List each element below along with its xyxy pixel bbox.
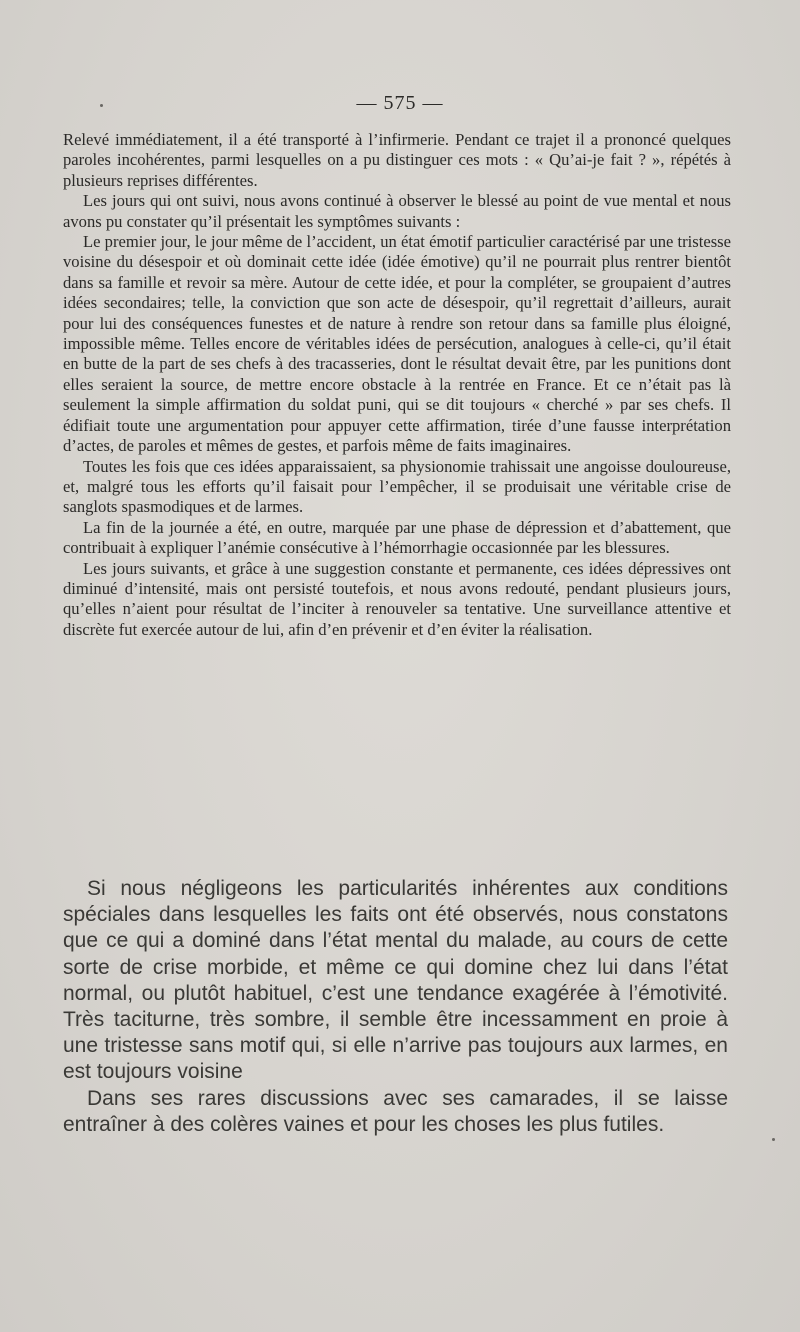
body-text-large xyxy=(63,876,728,1138)
paragraph: Dans ses rares discussions avec ses camarades, il se laisse entraîner à des colères vaines et pour les choses les plus futiles. xyxy=(63,1086,728,1136)
paragraph: Les jours qui ont suivi, nous avons continué à observer le blessé au point de vue mental et nous avons pu constater qu’il présentait les symptômes suivants : xyxy=(63,191,731,231)
paragraph: Toutes les fois que ces idées apparaissaient, sa physionomie trahissait une angoisse douloureuse, et, malgré tous les efforts qu’il faisait pour l’empêcher, il se produisait une véritable crise de sanglots spasmodiques et de larmes. xyxy=(63,456,731,517)
page-number: — 575 — xyxy=(356,92,444,114)
paragraph: Si nous négligeons les particularités inhérentes aux conditions spéciales dans lesquelles les faits ont été observés, nous constatons que ce qui a dominé dans l’état mental du malade, au cours de cette sorte de crise morbide, et même ce qui domine chez lui dans l’état normal, ou plutôt habituel, c’est une tendance exagérée à l’émotivité. Très taciturne, très sombre, il semble être incessamment en proie à une tristesse sans motif qui, si elle n’arrive pas toujours aux larmes, en est toujours voisine xyxy=(63,877,728,1084)
paragraph: Relevé immédiatement, il a été transporté à l’infirmerie. Pendant ce trajet il a prononcé quelques paroles incohérentes, parmi lesquelles on a pu distinguer ces mots : « Qu’ai-je fait ? », répétés à plusieurs reprises différentes. xyxy=(63,130,731,190)
paper-speck xyxy=(772,1138,775,1141)
paper-speck xyxy=(100,104,103,107)
body-text-small xyxy=(63,130,731,640)
paragraph: Le premier jour, le jour même de l’accident, un état émotif particulier caractérisé par une tristesse voisine du désespoir et où dominait cette idée (idée émotive) qu’il ne pourrait plus rentrer bientôt dans sa famille et revoir sa mère. Autour de cette idée, et pour la compléter, se groupaient d’autres idées secondaires; telle, la conviction que son acte de désespoir, qu’il regrettait d’ailleurs, aurait pour lui des conséquences funestes et de nature à rendre son retour dans sa famille plus éloigné, impossible même. Telles encore de véritables idées de persécution, analogues à celle-ci, qu’il était en butte de la part de ses chefs à des tracasseries, dont le résultat devait être, par les punitions dont elles seraient la source, de mettre encore obstacle à la rentrée en France. Et ce n’était pas là seulement la simple affirmation du soldat puni, qui se dit toujours « cherché » par ses chefs. Il édifiait toute une argumentation pour appuyer cette affirmation, tirée d’une fausse interprétation d’actes, de paroles et mêmes de gestes, et parfois même de faits imaginaires. xyxy=(63,232,731,456)
paragraph: Les jours suivants, et grâce à une suggestion constante et permanente, ces idées dépressives ont diminué d’intensité, mais ont persisté toutefois, et nous avons redouté, pendant plusieurs jours, qu’elles n’aient pour résultat de l’inciter à renouveler sa tentative. Une surveillance attentive et discrète fut exercée autour de lui, afin d’en prévenir et d’en éviter la réalisation. xyxy=(63,558,731,639)
paragraph: La fin de la journée a été, en outre, marquée par une phase de dépression et d’abattement, que contribuait à expliquer l’anémie consécutive à l’hémorrhagie occasionnée par les blessures. xyxy=(63,517,731,558)
